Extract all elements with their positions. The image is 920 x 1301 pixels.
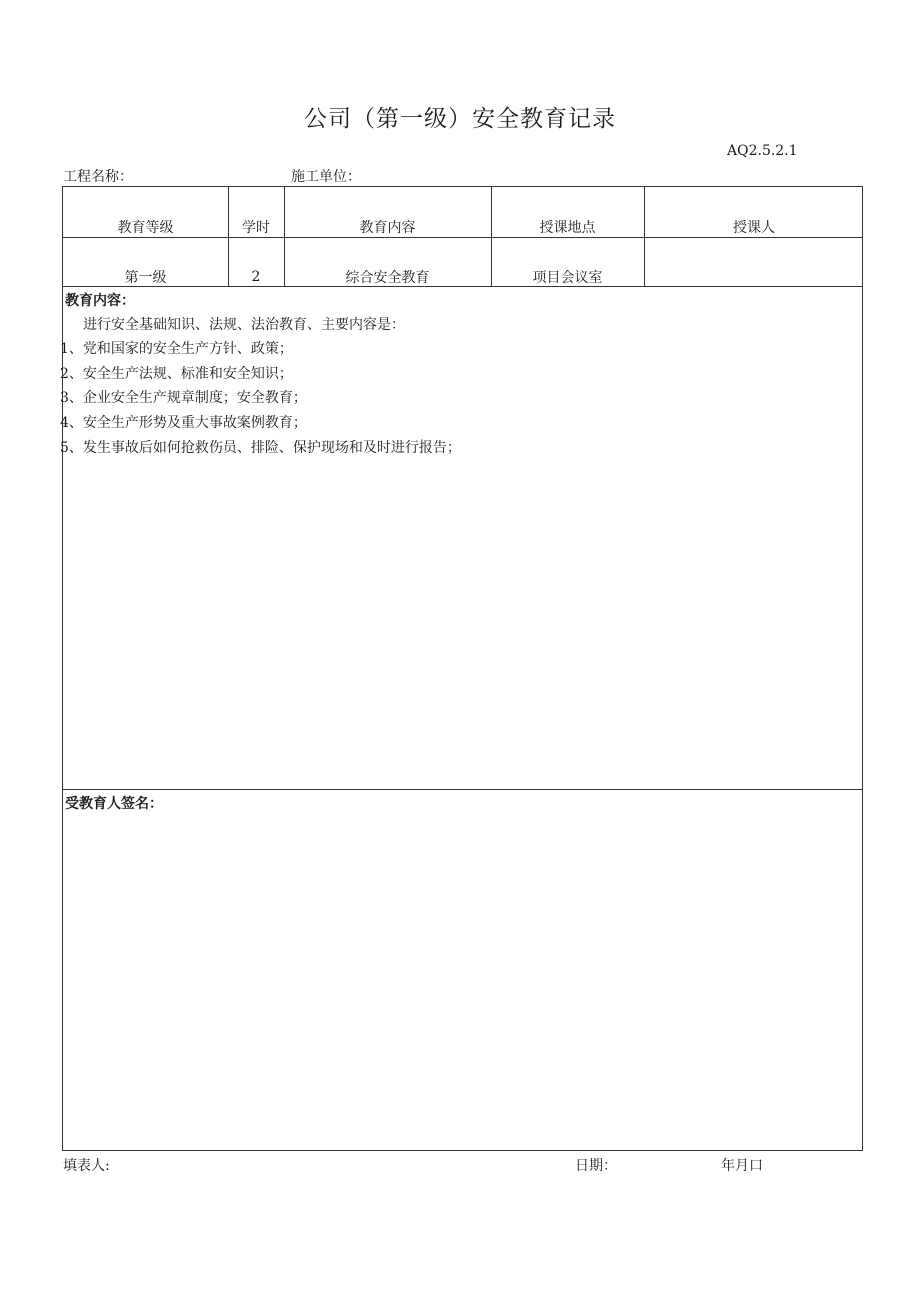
header-teaching-place: 授课地点 bbox=[539, 220, 596, 236]
table-rule bbox=[63, 237, 862, 238]
header-education-content: 教育内容 bbox=[359, 220, 416, 236]
header-class-hours: 学时 bbox=[242, 220, 270, 236]
content-item: 4、安全生产形势及重大事故案例教育； bbox=[60, 415, 307, 431]
filler-label: 填表人: bbox=[63, 1158, 110, 1174]
construction-unit-label: 施工单位： bbox=[291, 169, 361, 185]
cell-class-hours: 2 bbox=[251, 269, 261, 285]
document-code: AQ2.5.2.1 bbox=[727, 143, 798, 159]
content-item: 2、安全生产法规、标准和安全知识； bbox=[60, 366, 293, 382]
cell-education-level: 第一级 bbox=[124, 270, 167, 286]
content-item: 1、党和国家的安全生产方针、政策； bbox=[60, 341, 293, 357]
education-record-table bbox=[62, 186, 863, 1151]
project-name-label: 工程名称： bbox=[63, 169, 133, 185]
cell-teaching-place: 项目会议室 bbox=[532, 270, 603, 286]
cell-education-content: 综合安全教育 bbox=[345, 270, 430, 286]
table-rule bbox=[63, 789, 862, 790]
header-instructor: 授课人 bbox=[733, 220, 775, 236]
date-ymd-text: 年月口 bbox=[721, 1158, 763, 1174]
content-intro: 进行安全基础知识、法规、法治教育、主要内容是： bbox=[83, 317, 405, 333]
header-education-level: 教育等级 bbox=[117, 220, 174, 236]
document-title: 公司（第一级）安全教育记录 bbox=[304, 106, 616, 132]
signature-section-title: 受教育人签名： bbox=[65, 796, 163, 812]
content-item: 5、发生事故后如何抢救伤员、排险、保护现场和及时进行报告； bbox=[60, 440, 461, 456]
content-item: 3、企业安全生产规章制度；安全教育； bbox=[60, 390, 307, 406]
content-section-title: 教育内容： bbox=[65, 293, 135, 309]
date-label: 日期： bbox=[575, 1158, 617, 1174]
